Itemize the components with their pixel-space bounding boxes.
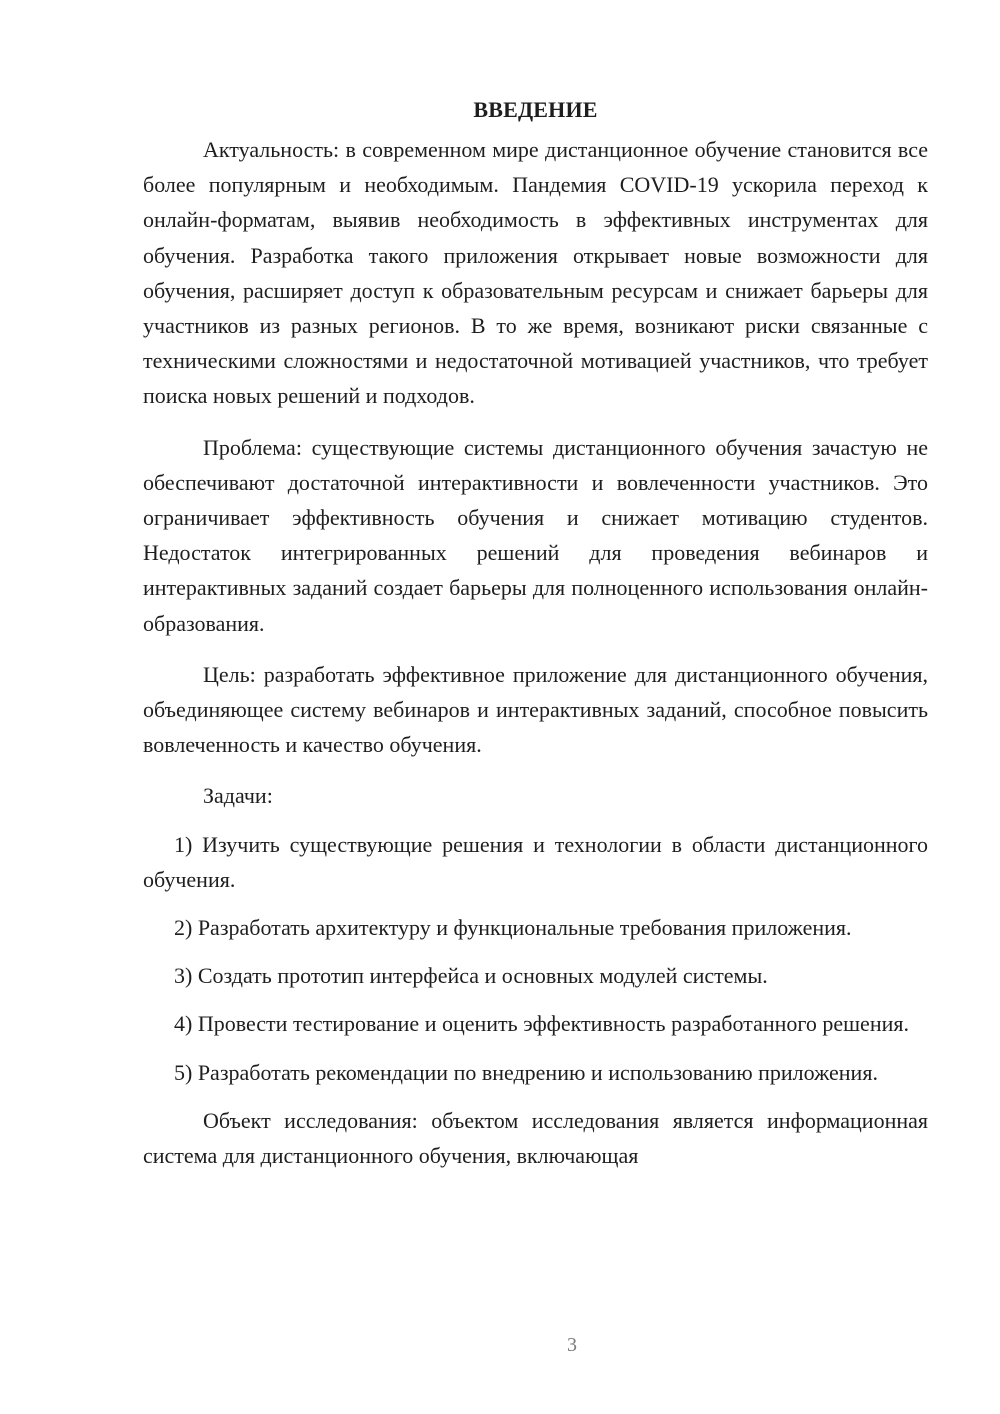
page-content [143, 92, 928, 1189]
task-item: 3) Создать прототип интерфейса и основных модулей системы. [174, 963, 768, 989]
task-item: 2) Разработать архитектуру и функциональные требования приложения. [174, 915, 852, 941]
task-item: 1) Изучить существующие решения и технологии в области дистанционного обучения. [143, 831, 928, 892]
page-number: 3 [567, 1334, 577, 1356]
paragraph-goal: Цель: разработать эффективное приложение для дистанционного обучения, объединяющее систему вебинаров и интерактивных заданий, способное повысить вовлеченность и качество обучения. [143, 661, 928, 758]
paragraph-problem: Проблема: существующие системы дистанционного обучения зачастую не обеспечивают достаточной интерактивности и вовлеченности участников. Это ограничивает эффективность обучения и снижает мотивацию студентов. Недостаток интегрированных решений для проведения вебинаров и интерактивных заданий создает барьеры для полноценного использования онлайн-образования. [143, 434, 928, 636]
task-item: 5) Разработать рекомендации по внедрению и использованию приложения. [174, 1059, 878, 1085]
task-item: 4) Провести тестирование и оценить эффективность разработанного решения. [174, 1011, 909, 1037]
section-title: ВВЕДЕНИЕ [473, 97, 598, 122]
paragraph-object: Объект исследования: объектом исследования является информационная система для дистанционного обучения, включающая [143, 1107, 928, 1169]
task-list [143, 827, 928, 1090]
paragraph-tasks-label: Задачи: [203, 783, 273, 809]
paragraph-relevance: Актуальность: в современном мире дистанционное обучение становится все более популярным и необходимым. Пандемия COVID-19 ускорила переход к онлайн-форматам, выявив необходимость в эффективных инструментах для обучения. Разработка такого приложения открывает новые возможности для обучения, расширяет доступ к образовательным ресурсам и снижает барьеры для участников из разных регионов. В то же время, возникают риски связанные с техническими сложностями и недостаточной мотивацией участников, что требует поиска новых решений и подходов. [143, 137, 928, 409]
